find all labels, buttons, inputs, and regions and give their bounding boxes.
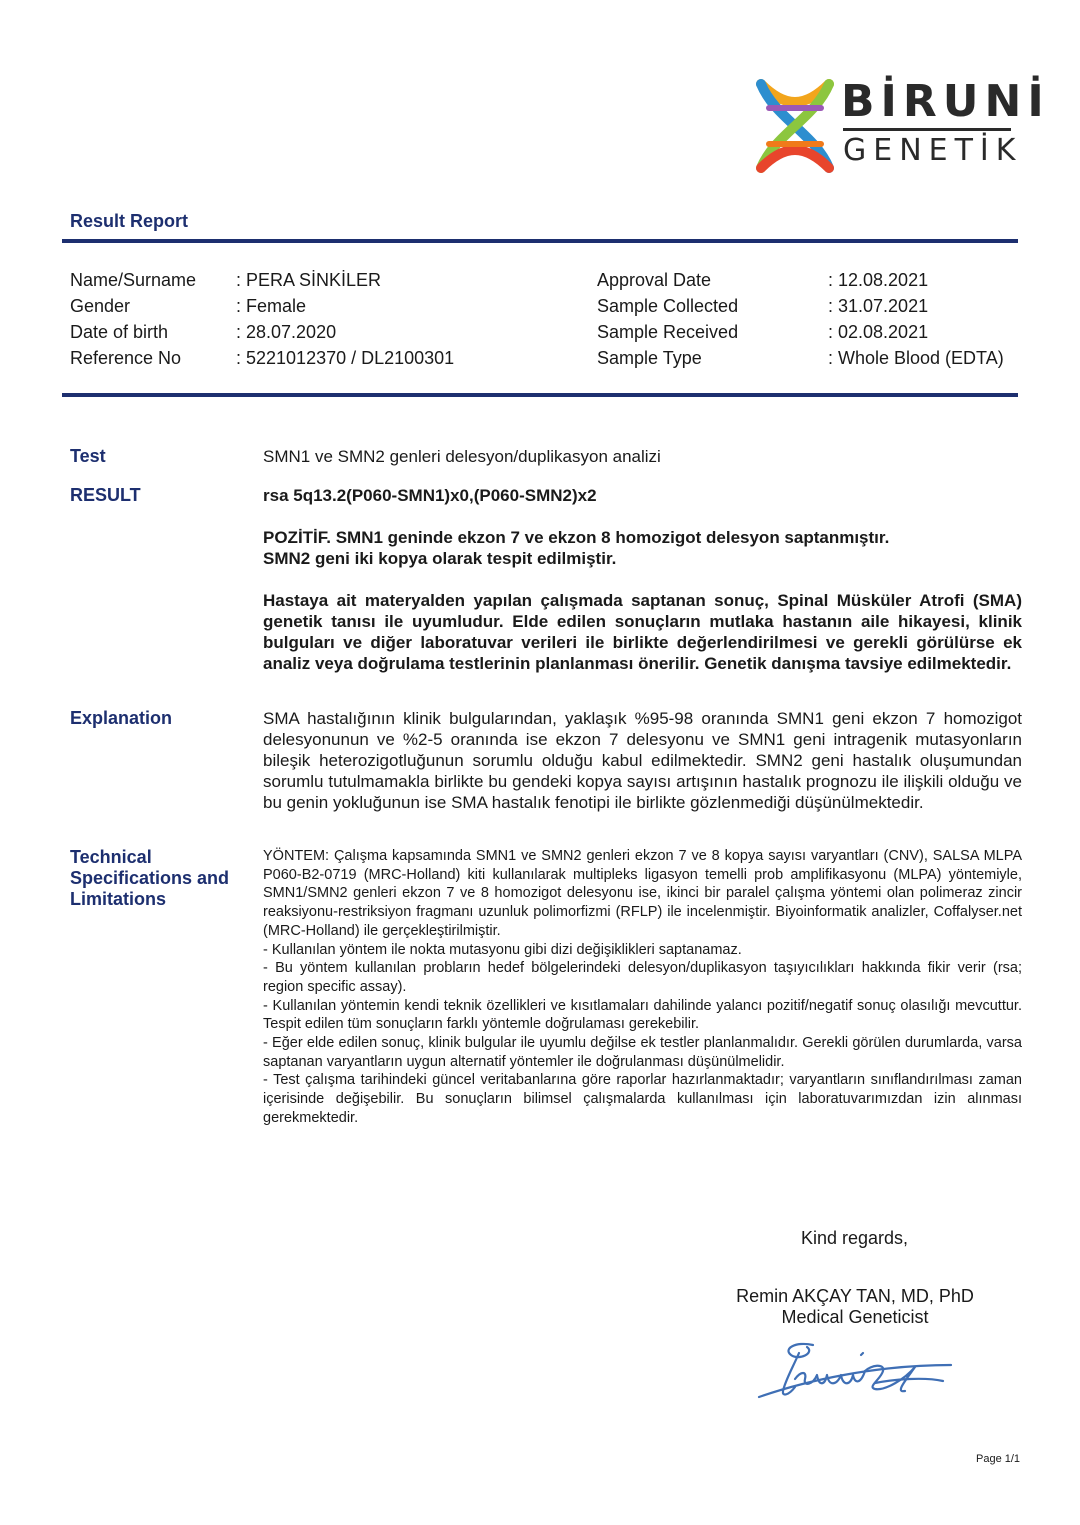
name-label: Name/Surname — [70, 270, 197, 290]
limitation-item: - Test çalışma tarihindeki güncel veritabanlarına göre raporlar hazırlanmaktadır; varyantların sınıflandırılması zaman içerisinde değişebilir. Bu sonuçların bilimsel çalışmalarda kullanılması için laboratuvarımızdan izin alınması gerekmektedir. — [263, 1072, 1022, 1126]
patient-values — [236, 267, 454, 371]
header-divider — [62, 239, 1018, 243]
technical-text — [263, 847, 1022, 1128]
name-value: : PERA SİNKİLER — [236, 270, 382, 290]
sample-received-label: Sample Received — [597, 322, 739, 342]
result-positive — [263, 527, 1022, 569]
dna-helix-icon — [755, 78, 835, 174]
test-value: SMN1 ve SMN2 genleri delesyon/duplikasyon analizi — [263, 447, 661, 466]
result-positive-line2: SMN2 geni iki kopya olarak tespit edilmiştir. — [263, 549, 617, 568]
page-number: Page 1/1 — [976, 1453, 1021, 1465]
limitation-item: - Kullanılan yöntem ile nokta mutasyonu gibi dizi değişiklikleri saptanamaz. — [263, 941, 742, 958]
logo-divider — [843, 128, 1011, 131]
signer-title: Medical Geneticist — [781, 1307, 929, 1327]
signer-name: Remin AKÇAY TAN, MD, PhD — [736, 1286, 974, 1306]
biruni-genetik-logo — [755, 76, 1050, 174]
explanation-label: Explanation — [70, 708, 173, 728]
result-rsa: rsa 5q13.2(P060-SMN1)x0,(P060-SMN2)x2 — [263, 486, 597, 505]
patient-labels — [70, 267, 196, 371]
result-label: RESULT — [70, 485, 141, 505]
gender-value: : Female — [236, 296, 307, 316]
dob-label: Date of birth — [70, 322, 169, 342]
sample-received-value: : 02.08.2021 — [828, 322, 929, 342]
logo-wordmark-primary: BİRUNİ — [841, 76, 1050, 127]
limitation-item: - Eğer elde edilen sonuç, klinik bulgular ile uyumlu değilse ek testler planlanmalıdır. Gerekli görülen durumlarda, varsa saptanan varyantların uygun alternatif yöntemler ile doğrulanması düşünülmelidir. — [263, 1035, 1022, 1070]
explanation-text: SMA hastalığının klinik bulgularından, yaklaşık %95-98 oranında SMN1 geni ekzon 7 homozigot delesyonunun ve %2-5 oranında ise ekzon 7 delesyonu ve SMN1 geni intragenik mutasyonların bileşik heterozigotluğunun sorumlu olduğu kabul edilmektedir. SMN2 geni hastalık oluşumundan sorumlu tutulmamakla birlikte bu gendeki kopya sayısı artışının hastalık prognozu ile ilişkili olduğu ve bu genin yokluğunun ise SMA hastalık fenotipi ile birlikte gözlenmediği düşünülmektedir. — [263, 709, 1022, 812]
sample-collected-label: Sample Collected — [597, 296, 739, 316]
approval-date-label: Approval Date — [597, 270, 712, 290]
sample-labels — [597, 267, 738, 371]
sample-values — [828, 267, 1004, 371]
result-positive-line1: POZİTİF. SMN1 geninde ekzon 7 ve ekzon 8 homozigot delesyon saptanmıştır. — [263, 528, 890, 547]
method-paragraph: YÖNTEM: Çalışma kapsamında SMN1 ve SMN2 genleri ekzon 7 ve 8 kopya sayısı varyantları (CNV), SALSA MLPA P060-B2-0719 (MRC-Holland) kiti kullanılarak multipleks ligasyon temelli prob amplifikasyonu (MLPA) yöntemiyle, SMN1/SMN2 genleri ekzon 7 ve 8 homozigot delesyonu ise, ikinci bir paralel çalışma yöntemi olan polimeraz zincir reaksiyonu-restriksiyon fragmanı uzunluk polimorfizmi (RFLP) ile incelenmiştir. Biyoinformatik analizler, Coffalyser.net (MRC-Holland) ile gerçekleştirilmiştir. — [263, 848, 1022, 939]
sample-type-value: : Whole Blood (EDTA) — [828, 348, 1004, 368]
logo-wordmark-secondary: GENETİK — [843, 133, 1023, 168]
limitation-item: - Kullanılan yöntemin kendi teknik özellikleri ve kısıtlamaları dahilinde yalancı pozitif/negatif sonuç olasılığı mevcuttur. Tespit edilen tüm sonuçların farklı yöntemle doğrulaması gerekebilir. — [263, 997, 1022, 1033]
limitation-item: - Bu yöntem kullanılan probların hedef bölgelerindeki delesyon/duplikasyon taşıyıcılıkları hakkında fikir verir (rsa; region specific assay). — [263, 960, 1022, 995]
gender-label: Gender — [70, 296, 131, 316]
technical-label: Technical Specifications and Limitations — [70, 847, 230, 909]
reference-value: : 5221012370 / DL2100301 — [236, 348, 455, 368]
reference-label: Reference No — [70, 348, 182, 368]
approval-date-value: : 12.08.2021 — [828, 270, 929, 290]
dob-value: : 28.07.2020 — [236, 322, 337, 342]
result-interpretation: Hastaya ait materyalden yapılan çalışmada saptanan sonuç, Spinal Müsküler Atrofi (SMA) genetik tanısı ile uyumludur. Elde edilen sonuçların mutlaka hastanın aile hikayesi, klinik bulguları ve diğer laboratuvar verileri ile birlikte değerlendirilmesi ve gerekli görülürse ek analiz veya doğrulama testlerinin planlanması önerilir. Genetik danışma tavsiye edilmektedir. — [263, 591, 1022, 673]
sample-collected-value: : 31.07.2021 — [828, 296, 929, 316]
closing-regards: Kind regards, — [801, 1228, 909, 1248]
sample-type-label: Sample Type — [597, 348, 702, 368]
handwritten-signature — [755, 1335, 955, 1410]
info-divider — [62, 393, 1018, 397]
test-label: Test — [70, 446, 106, 466]
report-title: Result Report — [70, 211, 189, 231]
